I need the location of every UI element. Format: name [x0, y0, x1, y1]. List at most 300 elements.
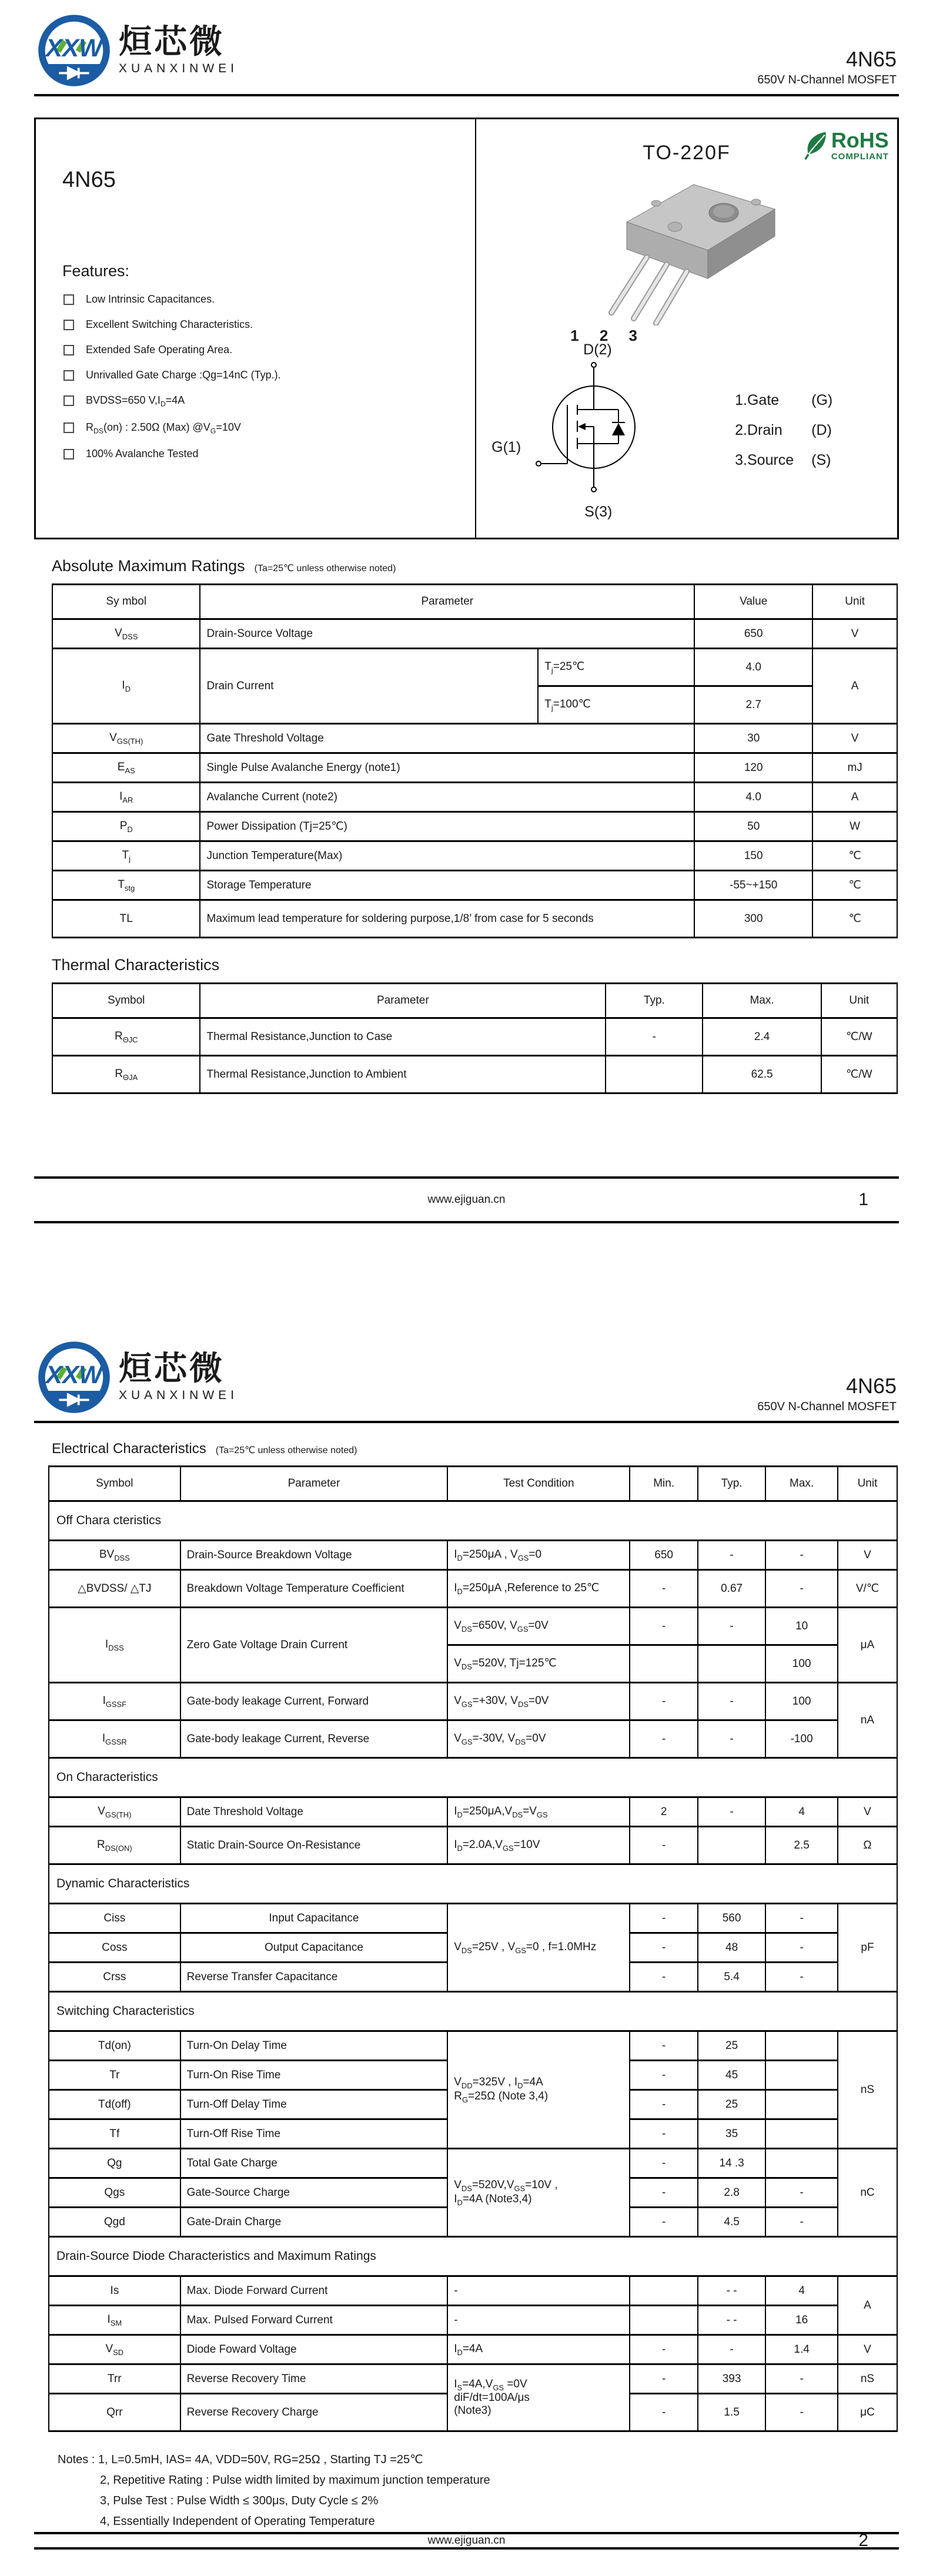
brand-text	[119, 1352, 238, 1403]
symbol-cell: Trr	[49, 2364, 180, 2394]
unit-cell: nA	[838, 1683, 897, 1758]
company-logo-icon	[36, 13, 112, 88]
pin-function-list	[735, 392, 832, 522]
typ-cell: -	[698, 1720, 765, 1758]
table-row	[49, 1570, 897, 1608]
symbol-cell: $V_{GS(TH)}$	[52, 724, 200, 753]
table-row	[49, 2306, 897, 2335]
section-note: (Ta=25℃ unless otherwise noted)	[215, 1445, 357, 1455]
value-cell: 30	[694, 724, 812, 753]
brand-logo	[36, 13, 238, 88]
min-cell: -	[630, 1827, 697, 1864]
typ-cell: 0.67	[698, 1570, 765, 1608]
typ-cell	[606, 1056, 703, 1094]
max-cell	[765, 2090, 838, 2119]
brand-name-latin: XUANXINWEI	[119, 62, 239, 75]
max-cell	[765, 2061, 838, 2090]
section-title: Thermal Characteristics	[52, 956, 220, 974]
symbol-cell: $P_D$	[52, 812, 200, 841]
min-cell: -	[630, 1963, 697, 1992]
feature-text: 100% Avalanche Tested	[86, 448, 199, 460]
min-cell: -	[630, 2119, 697, 2149]
symbol-cell: $V_{DSS}$	[52, 619, 200, 649]
symbol-cell: Td(on)	[49, 2031, 180, 2061]
min-cell: -	[630, 2335, 697, 2364]
condition-cell: $I_S=4A,V_{GS} =0V$ diF/dt=100A/μs (Note3)	[447, 2364, 630, 2431]
checkbox-icon	[63, 422, 74, 433]
condition-cell: $T_j=100℃$	[538, 686, 694, 724]
pin-function-item	[735, 422, 832, 439]
table-row	[49, 1797, 897, 1827]
table-row	[52, 783, 897, 812]
feature-item	[62, 369, 475, 381]
value-cell: 300	[694, 900, 812, 938]
parameter-cell: Drain-Source Breakdown Voltage	[180, 1541, 448, 1570]
column-header-min: Min.	[630, 1467, 697, 1501]
table-row	[52, 753, 897, 783]
table-row	[49, 1904, 897, 1933]
page-footer	[34, 2532, 899, 2550]
symbol-cell: $R_{\Theta JA}$	[52, 1056, 200, 1094]
typ-cell: -	[698, 2335, 765, 2364]
min-cell	[630, 2276, 697, 2306]
parameter-cell: Max. Pulsed Forward Current	[180, 2306, 448, 2335]
max-cell: -	[765, 1541, 838, 1570]
condition-cell: $V_{DS}=25V$ , $V_{GS}=0$ , f=1.0MHz	[447, 1904, 630, 1992]
max-cell: -	[765, 1570, 838, 1608]
parameter-cell: Drain-Source Voltage	[200, 619, 694, 649]
unit-cell: W	[812, 812, 897, 841]
min-cell: -	[630, 1933, 697, 1963]
max-cell: -	[765, 2178, 838, 2208]
rohs-leaf-icon	[803, 130, 829, 160]
min-cell: -	[630, 1570, 697, 1608]
typ-cell: 5.4	[698, 1963, 765, 1992]
svg-text:XXW: XXW	[45, 34, 103, 62]
thermal-section-header	[52, 956, 899, 974]
checkbox-icon	[63, 345, 74, 355]
max-cell	[765, 2031, 838, 2061]
table-row	[49, 2364, 897, 2394]
column-header-parameter: Parameter	[200, 585, 694, 619]
feature-text: Unrivalled Gate Charge :Qg=14nC (Typ.).	[86, 369, 281, 381]
min-cell: 2	[630, 1797, 697, 1827]
unit-cell: ℃	[812, 841, 897, 871]
column-header-condition: Test Condition	[447, 1467, 630, 1501]
parameter-cell: Power Dissipation (Tj=25℃)	[200, 812, 694, 841]
typ-cell: 45	[698, 2061, 765, 2090]
unit-cell: V	[838, 1541, 897, 1570]
parameter-cell: Thermal Resistance,Junction to Case	[200, 1018, 606, 1056]
value-cell: 4.0	[694, 783, 812, 812]
electrical-characteristics-table	[48, 1465, 898, 2432]
note-line: 4, Essentially Independent of Operating Temperature	[100, 2515, 375, 2528]
typ-cell	[698, 1645, 765, 1683]
column-header-value: Value	[694, 585, 812, 619]
footer-url: www.ejiguan.cn	[427, 1193, 506, 1206]
table-row	[49, 1608, 897, 1645]
value-cell: 4.0	[694, 649, 812, 686]
section-note: (Ta=25℃ unless otherwise noted)	[254, 564, 396, 573]
header-part-block	[757, 48, 897, 87]
max-cell: 16	[765, 2306, 838, 2335]
unit-cell: nS	[838, 2031, 897, 2149]
note-line: Notes : 1, L=0.5mH, IAS= 4A, VDD=50V, RG=25Ω , Starting TJ =25℃	[58, 2453, 423, 2466]
table-row	[52, 871, 897, 900]
symbol-cell: Coss	[49, 1933, 180, 1963]
parameter-cell: Input Capacitance	[180, 1904, 448, 1933]
feature-item	[62, 318, 475, 331]
symbol-cell: $I_{DSS}$	[49, 1608, 180, 1683]
symbol-cell: $E_{AS}$	[52, 753, 200, 783]
max-cell: 1.4	[765, 2335, 838, 2364]
parameter-cell: Gate Threshold Voltage	[200, 724, 694, 753]
typ-cell: 4.5	[698, 2208, 765, 2237]
condition-cell: $I_D=2.0A,V_{GS}=10V$	[447, 1827, 630, 1864]
max-cell: -	[765, 1963, 838, 1992]
unit-cell: nS	[838, 2364, 897, 2394]
parameter-cell: Turn-Off Delay Time	[180, 2090, 448, 2119]
section-row	[49, 1992, 897, 2031]
parameter-cell: Breakdown Voltage Temperature Coefficient	[180, 1570, 448, 1608]
table-row	[52, 1018, 897, 1056]
parameter-cell: Reverse Recovery Charge	[180, 2394, 448, 2431]
table-row	[52, 1056, 897, 1094]
table-row	[52, 900, 897, 938]
absolute-maximum-ratings-table	[52, 583, 898, 938]
parameter-cell: Date Threshold Voltage	[180, 1797, 448, 1827]
symbol-cell: $T_j$	[52, 841, 200, 871]
parameter-cell: Output Capacitance	[180, 1933, 448, 1963]
symbol-cell: $I_D$	[52, 649, 200, 724]
max-cell	[765, 2149, 838, 2178]
brand-name-latin: XUANXINWEI	[119, 1388, 239, 1402]
symbol-cell: $I_{SM}$	[49, 2306, 180, 2335]
symbol-cell: Is	[49, 2276, 180, 2306]
thermal-characteristics-table	[52, 982, 898, 1094]
column-header-unit: Unit	[838, 1467, 897, 1501]
column-header-max: Max.	[703, 984, 821, 1018]
typ-cell: 25	[698, 2031, 765, 2061]
pin-function-name: 1.Gate	[735, 392, 780, 408]
pin-function-abbr: (S)	[811, 452, 831, 468]
typ-cell: - -	[698, 2306, 765, 2335]
footer-url: www.ejiguan.cn	[427, 2534, 506, 2547]
page-number: 2	[858, 2531, 868, 2550]
condition-cell: -	[447, 2276, 630, 2306]
notes-block	[58, 2450, 899, 2532]
features-title: Features:	[62, 262, 130, 280]
ec-section-header	[52, 1441, 899, 1457]
parameter-cell: Junction Temperature(Max)	[200, 841, 694, 871]
package-name: TO-220F	[643, 142, 731, 164]
min-cell: -	[630, 1904, 697, 1933]
condition-cell: $V_{DS}=650V$, $V_{GS}=0V$	[447, 1608, 630, 1645]
condition-cell: $I_D=250\mu A$ , $V_{GS}=0$	[447, 1541, 630, 1570]
condition-cell: -	[447, 2306, 630, 2335]
column-header-max: Max.	[765, 1467, 838, 1501]
max-cell: -	[765, 2394, 838, 2431]
condition-cell: $I_D=4A$	[447, 2335, 630, 2364]
table-row	[49, 1720, 897, 1758]
symbol-cell: Crss	[49, 1963, 180, 1992]
symbol-cell: $I_{GSSF}$	[49, 1683, 180, 1720]
parameter-cell: Single Pulse Avalanche Energy (note1)	[200, 753, 694, 783]
value-cell: 50	[694, 812, 812, 841]
part-number: 4N65	[845, 47, 897, 72]
checkbox-icon	[63, 294, 74, 305]
part-subtitle: 650V N-Channel MOSFET	[757, 73, 897, 86]
features-panel	[36, 119, 475, 538]
feature-text: Excellent Switching Characteristics.	[86, 318, 253, 330]
typ-cell: 35	[698, 2119, 765, 2149]
column-header-parameter: Parameter	[180, 1467, 448, 1501]
feature-text: Low Intrinsic Capacitances.	[86, 293, 215, 305]
typ-cell: -	[698, 1797, 765, 1827]
page-footer	[34, 1176, 899, 1223]
max-cell: 4	[765, 2276, 838, 2306]
condition-cell: $I_D=250\mu A,V_{DS}=V_{GS}$	[447, 1797, 630, 1827]
min-cell: -	[630, 2208, 697, 2237]
min-cell: 650	[630, 1541, 697, 1570]
typ-cell: -	[698, 1541, 765, 1570]
parameter-cell: Thermal Resistance,Junction to Ambient	[200, 1056, 606, 1094]
unit-cell: V	[838, 2335, 897, 2364]
parameter-cell: Turn-On Delay Time	[180, 2031, 448, 2061]
max-cell: 2.4	[703, 1018, 821, 1056]
table-row	[49, 1827, 897, 1864]
column-header-symbol: Symbol	[52, 984, 200, 1018]
unit-cell: V	[812, 724, 897, 753]
parameter-cell: Maximum lead temperature for soldering purpose,1/8’ from case for 5 seconds	[200, 900, 694, 938]
page-header	[34, 1287, 899, 1423]
parameter-cell: Gate-body leakage Current, Reverse	[180, 1720, 448, 1758]
section-row	[49, 1501, 897, 1541]
product-overview-box	[34, 118, 899, 539]
table-row	[49, 1683, 897, 1720]
max-cell: 62.5	[703, 1056, 821, 1094]
typ-cell: 48	[698, 1933, 765, 1963]
pin-function-name: 3.Source	[735, 452, 794, 468]
condition-cell: $V_{DS}=520V,V_{GS}=10V$ , $I_D=4A$ (Note3,4)	[447, 2149, 630, 2237]
symbol-cell: Qgd	[49, 2208, 180, 2237]
unit-cell: Ω	[838, 1827, 897, 1864]
table-row	[49, 2276, 897, 2306]
unit-cell: ℃/W	[821, 1018, 897, 1056]
header-part-block	[757, 1374, 897, 1414]
min-cell: -	[630, 2090, 697, 2119]
feature-text: BVDSS=650 $V,I_D=4A$	[86, 394, 185, 408]
parameter-cell: Zero Gate Voltage Drain Current	[180, 1608, 448, 1683]
feature-item	[62, 394, 475, 408]
datasheet-page-2	[0, 1287, 933, 2576]
unit-cell: mJ	[812, 753, 897, 783]
typ-cell: -	[698, 1683, 765, 1720]
parameter-cell: Storage Temperature	[200, 871, 694, 900]
note-line: 3, Pulse Test : Pulse Width ≤ 300μs, Duty Cycle ≤ 2%	[100, 2494, 379, 2507]
brand-logo	[36, 1340, 238, 1415]
min-cell: -	[630, 1720, 697, 1758]
unit-cell: ℃	[812, 900, 897, 938]
rohs-main-text: RoHS	[831, 128, 889, 152]
parameter-cell: Gate-body leakage Current, Forward	[180, 1683, 448, 1720]
symbol-cell: Ciss	[49, 1904, 180, 1933]
section-title: Electrical Characteristics	[52, 1441, 206, 1457]
condition-cell: $V_{GS}=+30V$, $V_{DS}=0V$	[447, 1683, 630, 1720]
typ-cell: - -	[698, 2276, 765, 2306]
min-cell	[630, 2306, 697, 2335]
section-label: Switching Characteristics	[49, 1992, 897, 2031]
pin-function-abbr: (G)	[811, 392, 833, 408]
condition-cell: $I_D=250\mu A$ ,Reference to 25℃	[447, 1570, 630, 1608]
column-header-unit: Unit	[821, 984, 897, 1018]
typ-cell: 25	[698, 2090, 765, 2119]
symbol-cell: $I_{GSSR}$	[49, 1720, 180, 1758]
page-header	[34, 0, 899, 96]
feature-text: $R_{DS}(on)$ : 2.50Ω (Max) $@V_G=10V$	[86, 421, 241, 435]
min-cell: -	[630, 1608, 697, 1645]
checkbox-icon	[63, 449, 74, 459]
symbol-cell: △BVDSS/ △TJ	[49, 1570, 180, 1608]
to220f-package-image	[581, 168, 792, 326]
column-header-symbol: Symbol	[49, 1467, 180, 1501]
max-cell: 100	[765, 1645, 838, 1683]
max-cell: 2.5	[765, 1827, 838, 1864]
parameter-cell: Turn-Off Rise Time	[180, 2119, 448, 2149]
symbol-cell: $V_{SD}$	[49, 2335, 180, 2364]
value-cell: -55~+150	[694, 871, 812, 900]
feature-text: Extended Safe Operating Area.	[86, 344, 233, 355]
feature-item	[62, 421, 475, 435]
condition-cell: $T_j=25℃$	[538, 649, 694, 686]
unit-cell: V/℃	[838, 1570, 897, 1608]
column-header-parameter: Parameter	[200, 984, 606, 1018]
checkbox-icon	[63, 370, 74, 381]
max-cell: -	[765, 2208, 838, 2237]
brand-name-cn: 烜芯微	[119, 23, 225, 60]
unit-cell: μA	[838, 1608, 897, 1683]
typ-cell: 1.5	[698, 2394, 765, 2431]
typ-cell: 14 .3	[698, 2149, 765, 2178]
pin-function-name: 2.Drain	[735, 422, 782, 438]
symbol-cell: Qrr	[49, 2394, 180, 2431]
section-row	[49, 1864, 897, 1904]
section-title: Absolute Maximum Ratings	[52, 557, 245, 575]
value-cell: 2.7	[694, 686, 812, 724]
symbol-cell: Td(off)	[49, 2090, 180, 2119]
section-label: Dynamic Characteristics	[49, 1864, 897, 1904]
feature-item	[62, 293, 475, 306]
parameter-cell: Total Gate Charge	[180, 2149, 448, 2178]
value-cell: 650	[694, 619, 812, 649]
min-cell: -	[630, 2061, 697, 2090]
typ-cell: 2.8	[698, 2178, 765, 2208]
parameter-cell: Diode Foward Voltage	[180, 2335, 448, 2364]
max-cell: 4	[765, 1797, 838, 1827]
table-row	[52, 649, 897, 686]
pin-function-item	[735, 392, 832, 409]
parameter-cell: Static Drain-Source On-Resistance	[180, 1827, 448, 1864]
condition-cell: $V_{DD}=325V$ , $I_D=4A$ $R_G=25\Omega$ (Note 3,4)	[447, 2031, 630, 2149]
pin-function-abbr: (D)	[811, 422, 832, 438]
parameter-cell: Reverse Recovery Time	[180, 2364, 448, 2394]
typ-cell: -	[606, 1018, 703, 1056]
section-label: On Characteristics	[49, 1758, 897, 1797]
pin-numbers: 1 2 3	[570, 327, 646, 344]
mosfet-symbol-image	[491, 341, 700, 522]
feature-item	[62, 448, 475, 460]
column-header-symbol: Sy mbol	[52, 585, 200, 619]
symbol-zone	[482, 341, 891, 522]
symbol-cell: $T_{stg}$	[52, 871, 200, 900]
typ-cell: 560	[698, 1904, 765, 1933]
symbol-cell: $V_{GS(TH)}$	[49, 1797, 180, 1827]
unit-cell: ℃	[812, 871, 897, 900]
max-cell: -	[765, 1904, 838, 1933]
min-cell: -	[630, 2364, 697, 2394]
column-header-typ: Typ.	[606, 984, 703, 1018]
value-cell: 120	[694, 753, 812, 783]
rohs-logo	[803, 130, 889, 161]
symbol-cell: $I_{AR}$	[52, 783, 200, 812]
section-row	[49, 2237, 897, 2276]
table-header-row	[52, 585, 897, 619]
table-row	[52, 841, 897, 871]
max-cell	[765, 2119, 838, 2149]
checkbox-icon	[63, 320, 74, 330]
column-header-unit: Unit	[812, 585, 897, 619]
unit-cell: A	[838, 2276, 897, 2335]
amr-section-header	[52, 557, 899, 575]
parameter-cell: Gate-Source Charge	[180, 2178, 448, 2208]
pin-function-item	[735, 452, 832, 469]
section-row	[49, 1758, 897, 1797]
parameter-cell: Drain Current	[200, 649, 538, 724]
symbol-cell: TL	[52, 900, 200, 938]
min-cell: -	[630, 2149, 697, 2178]
table-header-row	[49, 1467, 897, 1501]
symbol-cell: Tf	[49, 2119, 180, 2149]
unit-cell: pF	[838, 1904, 897, 1992]
typ-cell	[698, 1827, 765, 1864]
pin-label-source: S(3)	[584, 504, 613, 520]
unit-cell: A	[812, 783, 897, 812]
value-cell: 150	[694, 841, 812, 871]
max-cell: -	[765, 2364, 838, 2394]
min-cell	[630, 1645, 697, 1683]
unit-cell: nC	[838, 2149, 897, 2237]
symbol-cell: $R_{DS(ON)}$	[49, 1827, 180, 1864]
min-cell: -	[630, 1683, 697, 1720]
typ-cell: -	[698, 1608, 765, 1645]
note-line: 2, Repetitive Rating : Pulse width limited by maximum junction temperature	[100, 2474, 490, 2487]
symbol-cell: Tr	[49, 2061, 180, 2090]
max-cell: -100	[765, 1720, 838, 1758]
pin-label-gate: G(1)	[491, 439, 521, 455]
rohs-text	[831, 130, 889, 161]
symbol-cell: Qg	[49, 2149, 180, 2178]
min-cell: -	[630, 2394, 697, 2431]
brand-name-cn: 烜芯微	[119, 1350, 225, 1387]
table-row	[52, 619, 897, 649]
svg-text:XXW: XXW	[45, 1361, 103, 1389]
symbol-cell: $R_{\Theta JC}$	[52, 1018, 200, 1056]
unit-cell: ℃/W	[821, 1056, 897, 1094]
checkbox-icon	[63, 395, 74, 406]
table-row	[49, 2149, 897, 2178]
max-cell: -	[765, 1933, 838, 1963]
table-row	[52, 724, 897, 753]
